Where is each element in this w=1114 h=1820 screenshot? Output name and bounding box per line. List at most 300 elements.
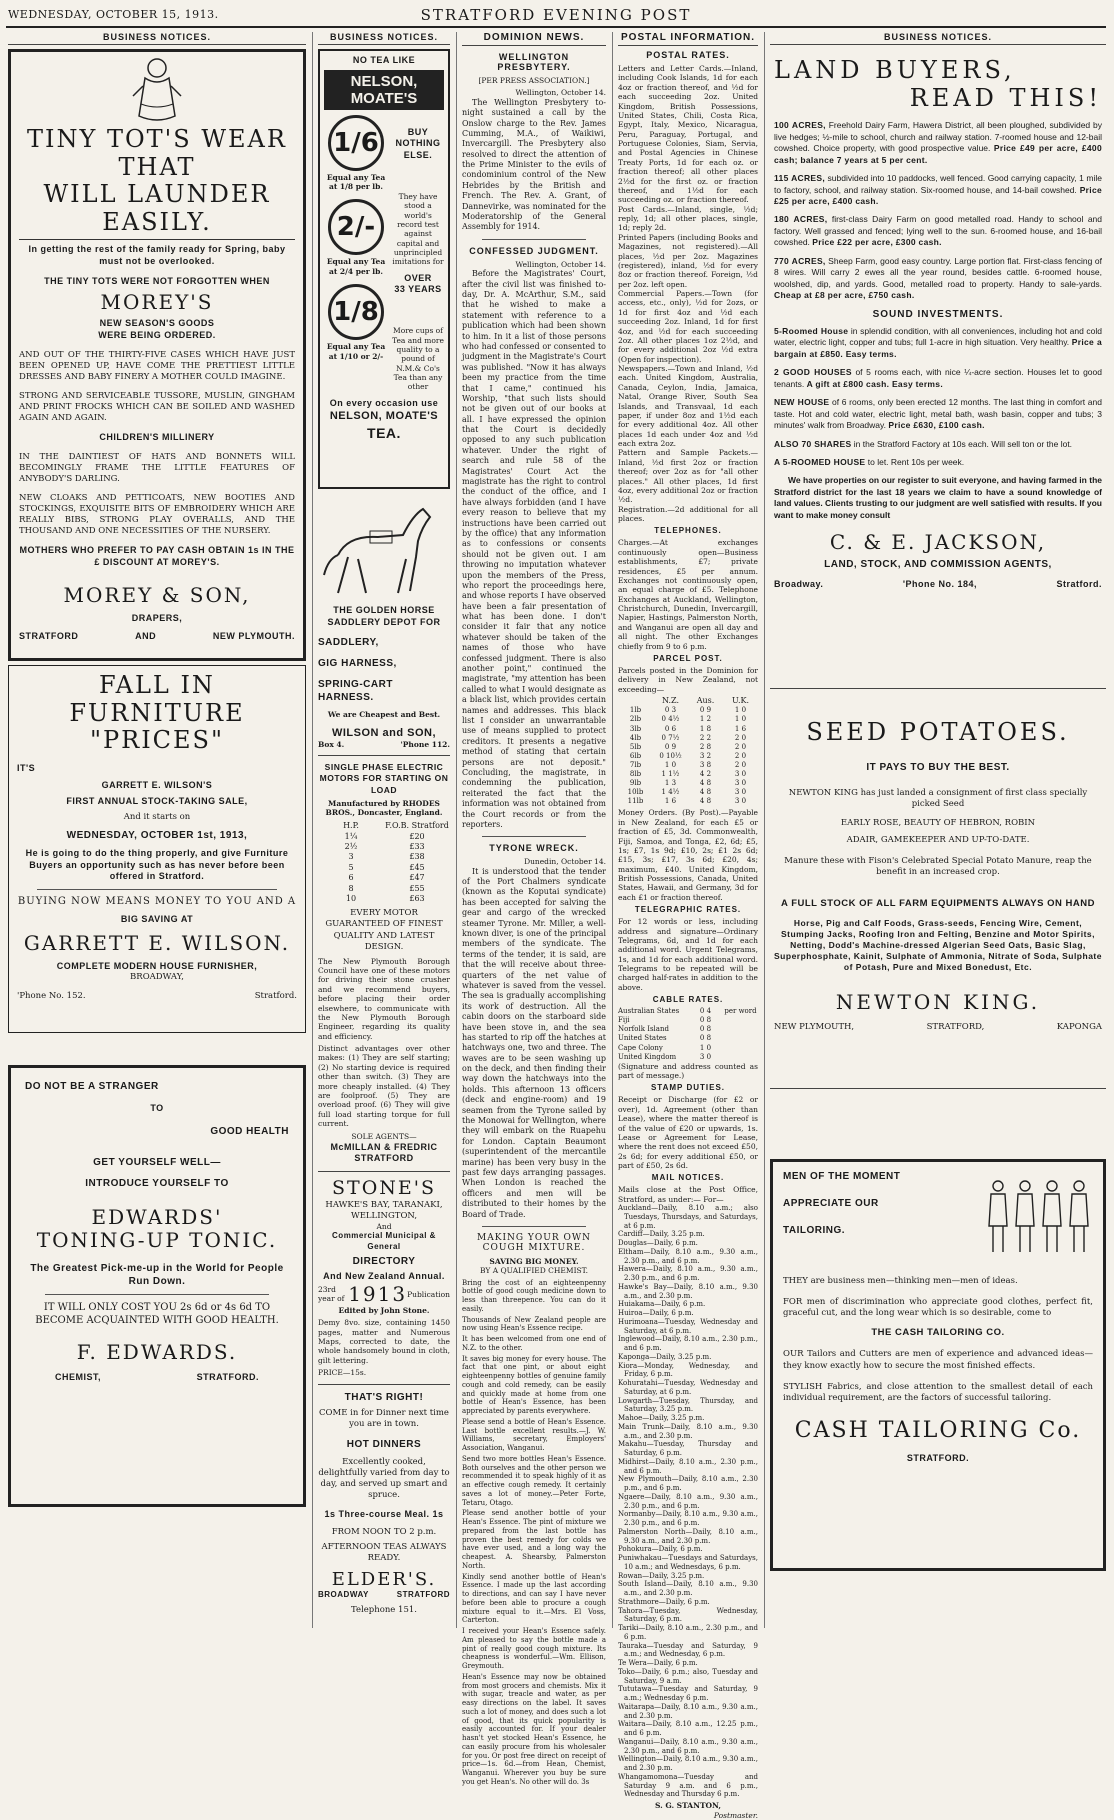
motors-price: £38 — [409, 852, 425, 862]
elders-phone: Telephone 151. — [351, 1604, 417, 1615]
mail-list — [618, 1204, 758, 1799]
parcel-col-header — [618, 696, 653, 706]
wilson-saving: BIG SAVING AT — [120, 913, 194, 924]
jackson-register: We have properties on our register to suit everyone, and having farmed in the Stratford district for the last 18 years we claim to have a sound knowledge of land values. Clients trusting to our judgment are well satisfied with results. If you want to make money consult — [774, 475, 1102, 520]
column-2 — [318, 32, 450, 1632]
cable-unit — [723, 1053, 758, 1062]
postal-heading: POSTAL INFORMATION. — [618, 32, 758, 46]
tea-price-1: 1/6 — [328, 115, 384, 171]
parcel-cell: 2 2 — [699, 733, 712, 742]
wilson-its: IT'S — [17, 762, 36, 773]
newtonking-town-3: KAPONGA — [1056, 1022, 1102, 1033]
telegraph-heading: TELEGRAPHIC RATES. — [634, 905, 742, 915]
jackson-listings — [774, 120, 1102, 302]
motors-town: STRATFORD — [354, 1153, 414, 1164]
mail-entry: Lowgarth—Tuesday, Thursday, and Saturday, 3.25 p.m. — [618, 1396, 758, 1414]
listing-price: Price £630, £100 cash. — [888, 420, 985, 431]
tea-brand: NELSON, MOATE'S — [324, 70, 444, 110]
parcel-cell: 1 1½ — [661, 770, 680, 779]
cough-body-7: Please send another bottle of your Hean's Essence. The pint of mixture we prepared from the last bottle has proven the best remedy for colds we have ever used, and a long way the cheapest. A. Shearsby, Palmerston North. — [462, 1509, 606, 1570]
cable-row — [618, 1044, 758, 1053]
saddlery-firm: WILSON and SON, — [331, 726, 437, 739]
elders-meal: 1s Three-course Meal. 1s — [324, 1508, 444, 1519]
tailoring-line-2: APPRECIATE OUR — [783, 1198, 879, 1209]
horse-illustration — [318, 495, 448, 605]
column-4 — [618, 32, 758, 1820]
parcel-cell: 8lb — [629, 770, 642, 779]
motors-price: £63 — [409, 894, 425, 904]
property-listing — [774, 367, 1102, 390]
motors-table — [318, 832, 450, 905]
mail-entry: Whangamomona—Tuesday and Saturday 9 a.m. and 6 p.m., Wednesday and Thursday 6 p.m. — [618, 1772, 758, 1799]
stones-title: STONE'S — [332, 1177, 436, 1200]
motors-price: £55 — [409, 883, 425, 893]
saddlery-title: THE GOLDEN HORSE SADDLERY DEPOT FOR — [327, 605, 441, 627]
cough-body-2: Thousands of New Zealand people are now using Hean's Essence recipe. — [462, 1315, 606, 1333]
cable-row — [618, 1007, 758, 1016]
elders-body: Excellently cooked, delightfully varied from day to day, and served up smart and spruce. — [318, 1456, 450, 1500]
edwards-name-2: TONING-UP TONIC. — [36, 1227, 278, 1252]
parcel-cell: 3 2 — [699, 751, 712, 760]
cough-sub: SAVING BIG MONEY. — [489, 1256, 579, 1266]
parcel-row — [618, 761, 758, 770]
morey-headline-1: TINY TOT'S WEAR THAT — [27, 125, 287, 181]
mail-intro: Mails close at the Post Office, Stratford, as under:— For— — [618, 1185, 758, 1204]
property-listing — [774, 214, 1102, 248]
mail-entry: Tahora—Tuesday, Wednesday, Saturday, 6 p.m. — [618, 1606, 758, 1624]
parcel-row — [618, 715, 758, 724]
mail-entry: Strathmore—Daily, 6 p.m. — [618, 1597, 710, 1606]
motors-advertisement — [318, 756, 450, 1172]
morey-towns — [19, 631, 295, 643]
mail-entry: New Plymouth—Daily, 8.10 a.m., 2.30 p.m., and 6 p.m. — [618, 1475, 758, 1493]
newtonking-items: Horse, Pig and Calf Foods, Grass-seeds, Fencing Wire, Cement, Stumping Jacks, Roofing Iron and Felting, Benzine and Motor Spirits, Netting, Dodd's Machine-dressed Algerian Seed Oats, Basic Slag, Superphosphate, Kainit, Sulphate of Ammonia, Nitrate of Soda, Sulphate of Potash, Pure and Mixed Bonedust, Etc. — [774, 918, 1102, 973]
tea-price-2: 2/- — [328, 199, 384, 255]
stones-price: PRICE—15s. — [318, 1368, 367, 1378]
parcel-cell: 1 3 — [664, 779, 677, 788]
motors-title: SINGLE PHASE ELECTRIC MOTORS FOR STARTING ON LOAD — [319, 762, 449, 795]
listing-lead: 2 GOOD HOUSES — [774, 367, 852, 378]
postal-newspapers: Newspapers.—Town and Inland, ½d each. United Kingdom, Australia, Canada, Ceylon, India, Jamaica, Natal, Orange River, South Sea Islands, and Transvaal, 1d each paper, if under 8oz and 1½d each for every additional 4oz. All other places 1d each under 4oz and ½d each extra 2oz. — [618, 364, 758, 448]
parcel-cell: 0 3 — [664, 706, 677, 715]
motors-price: £47 — [409, 873, 425, 883]
stones-directory: DIRECTORY — [352, 1256, 416, 1268]
cable-rate: 0 8 — [699, 1016, 712, 1025]
mail-entry: Kiora—Monday, Wednesday, and Friday, 6 p.m. — [618, 1361, 758, 1379]
edwards-advertisement — [8, 1065, 306, 1507]
postal-sub: POSTAL RATES. — [646, 50, 730, 60]
parcel-row — [618, 779, 758, 788]
wilson-firm: GARRETT E. WILSON. — [23, 930, 291, 955]
property-listing — [774, 256, 1102, 302]
wilson-contact — [17, 991, 297, 1002]
saddlery-advertisement — [318, 489, 450, 756]
jackson-street: Broadway. — [774, 579, 824, 590]
morey-advertisement — [8, 49, 306, 661]
edwards-cost: IT WILL ONLY COST YOU 2s 6d or 4s 6d TO BECOME ACQUAINTED WITH GOOD HEALTH. — [35, 1301, 279, 1326]
parcel-body: Parcels posted in the Dominion for delivery in New Zealand, not exceeding— — [618, 665, 758, 694]
tailoring-p1: THEY are business men—thinking men—men of ideas. — [783, 1276, 1018, 1286]
story-credit: [PER PRESS ASSOCIATION.] — [478, 76, 590, 85]
parcel-cell: 1 0 — [664, 760, 677, 769]
doll-illustration — [127, 56, 187, 126]
elders-teas: AFTERNOON TEAS ALWAYS READY. — [321, 1541, 447, 1563]
parcel-cell: 6lb — [629, 751, 642, 760]
parcel-cell: 1 6 — [664, 797, 677, 806]
cable-row — [618, 1034, 758, 1043]
listing-price: Cheap at £8 per acre, £750 cash. — [774, 290, 915, 301]
motors-row — [318, 842, 450, 852]
stones-publication: Publication — [407, 1289, 450, 1299]
parcel-cell: 4 8 — [699, 788, 712, 797]
parcel-cell: 0 10½ — [659, 751, 682, 760]
morey-line-1: THE TINY TOTS WERE NOT FORGOTTEN WHEN — [44, 275, 270, 286]
motors-hp: 2½ — [344, 842, 358, 852]
property-listing — [774, 120, 1102, 166]
elders-headline: THAT'S RIGHT! — [344, 1391, 424, 1403]
listing-lead: 5-Roomed House — [774, 325, 849, 336]
jackson-contact — [774, 579, 1102, 591]
edwards-town: STRATFORD. — [196, 1371, 259, 1382]
section-label: BUSINESS NOTICES. — [318, 32, 450, 45]
parcel-cell: 7lb — [629, 760, 642, 769]
column-3 — [462, 32, 606, 1786]
parcel-row — [618, 734, 758, 743]
story-title: CONFESSED JUDGMENT. — [469, 245, 599, 256]
cough-body-9: I received your Hean's Essence safely. Am pleased to say the bottle made a pint of really good cough mixture. Its cheapness is wonderful.—Wm. Ellison, Greymouth. — [462, 1627, 606, 1671]
cable-unit — [723, 1044, 758, 1053]
tea-price-3: 1/8 — [328, 284, 384, 340]
saddlery-box: Box 4. — [318, 740, 345, 750]
stones-annual: And New Zealand Annual. — [323, 1271, 445, 1282]
motors-row — [318, 894, 450, 904]
edwards-chemist: CHEMIST, — [55, 1371, 102, 1382]
postal-letters: Letters and Letter Cards.—Inland, including Cook Islands, 1d for each 4oz or fraction thereof, and ½d for each succeeding 2oz. United Kingdom, British Possessions, United States, Chili, Costa Rica, Egypt, Italy, Mexico, Nicaragua, Peru, Paraguay, Portugal, and Portuguese Colonies, Siam, Servia, and Postal Agencies in Chinese Treaty Ports, 1d for each oz. or fraction thereof; all other places 2½d for the first oz. or fraction thereof, and 1½d for each succeeding oz. or fraction thereof. — [618, 64, 758, 205]
morey-para-4: NEW CLOAKS AND PETTICOATS, NEW BOOTIES AND STOCKINGS, EXQUISITE BITS OF EMBROIDERY WHICH ARE REALLY BIBS, STRONG PLAY OVERALLS, AND THE THOUSAND AND ONE NECESSITIES OF THE NURSERY. — [19, 492, 295, 537]
motors-hp: 3 — [348, 852, 354, 862]
stamp-heading: STAMP DUTIES. — [650, 1083, 726, 1093]
morey-town-1: STRATFORD — [19, 631, 79, 642]
parcel-row — [618, 706, 758, 715]
parcel-cell: 4 8 — [699, 797, 712, 806]
telephones-body: Charges.—At exchanges continuously open—Business establishments, £7; private residences, £5 per annum. Exchanges not continuously open, an equal charge of £5. Telephone Exchanges at Auckland, Wellington, Christchurch, Dunedin, Invercargill, Napier, Hastings, Palmerston North, and Wanganui are open all day and all night. The other Exchanges chiefly from 9 to 6 p.m. — [618, 538, 758, 651]
parcel-row — [618, 770, 758, 779]
motors-row — [318, 832, 450, 842]
wilson-buying: BUYING NOW MEANS MONEY TO YOU AND A — [17, 895, 297, 907]
story-dateline: Wellington, October 14. — [515, 88, 606, 98]
motors-hp: 8 — [348, 883, 354, 893]
jackson-investments — [774, 326, 1102, 469]
listing-price: Price a bargain at £850. Easy terms. — [774, 337, 1103, 359]
property-listing — [774, 173, 1102, 207]
cable-unit — [723, 1034, 758, 1043]
parcel-table — [618, 696, 758, 806]
listing-text: in the Stratford Factory at 10s each. Will sell ton or the lot. — [851, 438, 1073, 449]
parcel-cell: 2 0 — [734, 742, 747, 751]
story-body: The Wellington Presbytery to-night sustained a call by the Onslow charge to the Rev. James Cumming, M.A., of Waikiwi, Invercargill. The Presbytery also resolved to direct the attention of the Prime Minister to the evils of condominium control of the New Hebrides by the British and French. The Rev. A. Grant, of Dannevirke, was nominated for the Moderatorship of the General Assembly for 1914. — [462, 97, 606, 232]
tea-cups: More cups of Tea and more quality to a pound of N.M.& Co's Tea than any other — [392, 326, 444, 392]
tailoring-firm: CASH TAILORING Co. — [794, 1417, 1082, 1443]
morey-town-2: NEW PLYMOUTH. — [212, 631, 295, 642]
morey-para-3: IN THE DAINTIEST OF HATS AND BONNETS WILL BECOMINGLY FRAME THE LITTLE FEATURES OF ANYBODY'S DARLING. — [19, 451, 295, 484]
saddlery-cheap: We are Cheapest and Best. — [327, 710, 441, 720]
parcel-col-header: N.Z. — [662, 696, 679, 705]
property-listing — [774, 457, 1102, 468]
parcel-col-header: U.K. — [731, 696, 750, 705]
parcel-cell: 3 8 — [699, 760, 712, 769]
mail-entry: Douglas—Daily, 6 p.m. — [618, 1239, 698, 1248]
listing-lead: 770 ACRES, — [774, 255, 826, 266]
cable-unit — [723, 1016, 758, 1025]
mail-entry: Pohokura—Daily, 6 p.m. — [618, 1545, 703, 1554]
elders-address — [318, 1590, 450, 1600]
tailoring-p4: STYLISH Fabrics, and close attention to the smallest detail of each individual requirement, are the factors of successful tailoring. — [783, 1381, 1093, 1403]
parcel-cell: 4 8 — [699, 779, 712, 788]
mail-entry: Makahu—Tuesday, Thursday and Saturday, 6 p.m. — [618, 1440, 758, 1458]
saddlery-contact — [318, 740, 450, 749]
wilson-street: BROADWAY, — [130, 972, 184, 983]
edwards-line-3: GOOD HEALTH — [210, 1125, 289, 1137]
wilson-date: WEDNESDAY, OCTOBER 1st, 1913, — [66, 829, 248, 841]
column-rule — [312, 32, 313, 1628]
saddlery-phone: 'Phone 112. — [400, 740, 450, 750]
newtonking-town-1: NEW PLYMOUTH, — [774, 1022, 855, 1033]
wilson-town: Stratford. — [254, 991, 297, 1002]
mail-entry: Inglewood—Daily, 8.10 a.m., 2.30 p.m., and 6 p.m. — [618, 1335, 758, 1353]
tea-advertisement — [318, 49, 450, 489]
motors-hp: 5 — [348, 862, 354, 872]
motors-header — [318, 821, 450, 831]
motors-maker: Manufactured by RHODES BROS., Doncaster, England. — [325, 798, 443, 817]
parcel-cell: 2 0 — [734, 733, 747, 742]
cable-row — [618, 1025, 758, 1034]
parcel-cell: 1 0 — [734, 715, 747, 724]
mail-entry: Huiakama—Daily, 6 p.m. — [618, 1300, 706, 1309]
elders-street: BROADWAY — [318, 1590, 369, 1600]
newtonking-headline: SEED POTATOES. — [806, 718, 1070, 746]
parcel-row — [618, 788, 758, 797]
mail-entry: Wellington—Daily, 8.10 a.m., 9.30 a.m., and 2.30 p.m. — [618, 1755, 758, 1773]
newtonking-advertisement — [770, 689, 1106, 1089]
cable-unit — [723, 1025, 758, 1034]
mail-entry: Puniwhakau—Tuesdays and Saturdays, 10 a.m.; and Wednesdays, 6 p.m. — [618, 1554, 758, 1571]
elders-come: COME in for Dinner next time you are in town. — [319, 1407, 449, 1429]
column-rule — [612, 32, 613, 1628]
mail-entry: South Island—Daily, 8.10 a.m., 9.30 a.m., and 2.30 p.m. — [618, 1580, 758, 1598]
section-label: BUSINESS NOTICES. — [8, 32, 306, 45]
listing-text: to let. Rent 10s per week. — [865, 456, 965, 467]
edwards-name-1: EDWARDS' — [91, 1204, 223, 1229]
newtonking-firm: NEWTON KING. — [835, 990, 1041, 1015]
cable-row — [618, 1053, 758, 1062]
saddlery-item-1: SADDLERY, — [318, 637, 379, 649]
cough-body-1: Bring the cost of an eighteenpenny bottle of good cough medicine down to less than threepence. You can do it easily. — [462, 1278, 606, 1313]
cough-by: BY A QUALIFIED CHEMIST. — [480, 1266, 588, 1276]
morey-intro: In getting the rest of the family ready for Spring, baby must not be overlooked. — [28, 244, 286, 267]
wilson-sale: FIRST ANNUAL STOCK-TAKING SALE, — [66, 796, 248, 807]
parcel-cell: 0 6 — [664, 724, 677, 733]
parcel-row — [618, 725, 758, 734]
listing-lead: 180 ACRES, — [774, 214, 828, 225]
wilson-phone: 'Phone No. 152. — [17, 991, 86, 1002]
morey-goods-1: NEW SEASON'S GOODS — [99, 318, 215, 329]
jackson-advertisement — [770, 49, 1106, 689]
newtonking-varieties-1: EARLY ROSE, BEAUTY OF HEBRON, ROBIN — [840, 817, 1036, 828]
morey-drapers: DRAPERS, — [131, 613, 183, 624]
tea-footer-2: TEA. — [367, 424, 401, 441]
postal-postcards: Post Cards.—Inland, single, ½d; reply, 1d; all other places, single, 1d; reply 2d. — [618, 204, 758, 233]
parcel-cell: 0 9 — [699, 706, 712, 715]
masthead — [6, 4, 1106, 28]
property-listing — [774, 397, 1102, 431]
parcel-cell: 1 0 — [734, 706, 747, 715]
morey-para-1: AND OUT OF THE THIRTY-FIVE CASES WHICH HAVE JUST BEEN OPENED UP, HAVE COME THE PRETTIEST LITTLE DRESSES AND BABY FINERY A MOTHER COULD IMAGINE. — [19, 349, 295, 382]
masthead-title: STRATFORD EVENING POST — [420, 6, 692, 24]
parcel-cell: 10lb — [627, 788, 644, 797]
dominion-news-heading: DOMINION NEWS. — [462, 32, 606, 46]
cough-body-3: It has been welcomed from one end of N.Z. to the other. — [462, 1335, 606, 1352]
morey-firm: MOREY & SON, — [63, 583, 251, 608]
listing-lead: ALSO 70 SHARES — [774, 438, 852, 449]
edwards-line-1: DO NOT BE A STRANGER — [25, 1081, 159, 1092]
postmaster-signature: S. G. STANTON, — [654, 1801, 722, 1811]
parcel-cell: 1 4½ — [661, 788, 680, 797]
parcel-cell: 0 4½ — [661, 715, 680, 724]
listing-text: in splendid condition, with all conveniences, including hot and cold water, electric light, copper and tubs; full 1-acre in high situation. Very healthy. — [774, 325, 1102, 348]
listing-lead: 115 ACRES, — [774, 173, 826, 184]
wilson-desc: COMPLETE MODERN HOUSE FURNISHER, — [56, 960, 258, 971]
mail-entry: Waitarapa—Daily, 8.10 a.m., 9.30 a.m., and 2.30 p.m. — [618, 1702, 758, 1720]
jackson-firm: C. & E. JACKSON, — [829, 530, 1047, 555]
motors-price: £45 — [409, 862, 425, 872]
listing-lead: A 5-ROOMED HOUSE — [774, 456, 866, 467]
cable-note: (Signature and address counted as part of message.) — [618, 1061, 758, 1081]
cable-destination: United States — [618, 1034, 667, 1043]
postal-registration: Registration.—2d additional for all places. — [618, 504, 758, 523]
listing-price: Price £25 per acre, £400 cash. — [774, 184, 1102, 206]
stones-year: 1913 — [348, 1281, 408, 1306]
jackson-town: Stratford. — [1056, 579, 1102, 590]
story-title: WELLINGTON PRESBYTERY. — [497, 52, 571, 72]
edwards-footer — [25, 1372, 289, 1384]
mail-entry: Kaponga—Daily, 3.25 p.m. — [618, 1352, 712, 1361]
cable-destination: Norfolk Island — [618, 1025, 669, 1034]
tailoring-line-1: MEN OF THE MOMENT — [783, 1171, 901, 1182]
column-rule — [764, 32, 765, 1628]
wilson-body: He is going to do the thing properly, and give Furniture Buyers an opportunity such as has never before been offered in Stratford. — [25, 847, 289, 882]
listing-text: first-class Dairy Farm on good metalled road. Handy to school and factory. Well grassed and fenced; lying well to the sun. 6-roomed house, and 16-bail cowshed. — [774, 214, 1103, 248]
morey-millinery: CHILDREN'S MILLINERY — [99, 432, 215, 443]
cable-rate: 3 0 — [699, 1052, 712, 1061]
wilson-headline-1: FALL IN FURNITURE — [69, 671, 245, 727]
motors-price: £20 — [409, 831, 425, 841]
cable-rate: 1 0 — [699, 1043, 712, 1052]
mail-entry: Auckland—Daily, 8.10 a.m.; also Tuesdays, Thursdays, and Saturdays, at 6 p.m. — [618, 1204, 758, 1230]
column-rule — [456, 32, 457, 1628]
morey-goods-2: WERE BEING ORDERED. — [98, 330, 216, 341]
parcel-cell: 3 0 — [734, 788, 747, 797]
parcel-cell: 1lb — [629, 706, 642, 715]
newtonking-towns — [774, 1022, 1102, 1033]
edwards-line-5: INTRODUCE YOURSELF TO — [85, 1177, 229, 1189]
newtonking-varieties-2: ADAIR, GAMEKEEPER AND UP-TO-DATE. — [846, 834, 1030, 845]
motors-price: £33 — [409, 842, 425, 852]
wilson-advertisement — [8, 665, 306, 1033]
parcel-cell: 11lb — [627, 797, 644, 806]
story-body: Before the Magistrates' Court, after the civil list was finished to-day, Dr. A. McArthur, S.M., said that he wished to make a statement with reference to a publication which had been shown to him. In it a list of those persons who had confessed or consented to judgment in the Magistrate's Court was published. "Now it has always been my practice from the time that I came," continued his Worship, "that such lists should not be given out of our books at all. I have expressed the opinion that the Court is decidedly opposed to any such publication whatever. Under the right of search and rule 58 of the Magistrates' Court Act the magistrate has the right to control the conduct of the office, and I have always forbidden (and I have every reason to believe that my instructions have been carried out by the office) that any information as to confessions or consents should not be given out. I am throwing no imputation whatever upon the members of the Press, who report the proceedings here, and whose reports I have observed have been a fair presentation of what has been done. I don't consider it fair that any notice whatever should be taken of the names of those who have confessed judgment. There is also another point," continued the magistrate, "my attention has been called to what I would designate as a black list, which provides certain names and addresses. This black list I consider an unwarrantable use of means supplied to protect creditors. It presents a negative method of stating that certain persons are not deposit." Concluding, the magistrate, in condemning the publication, reiterated the fact that the information was not obtained from the Court records or from the reporters. — [462, 269, 606, 829]
wilson-headline-2: "PRICES" — [89, 726, 225, 755]
tailoring-p3: OUR Tailors and Cutters are men of experience and advanced ideas—they know exactly how to secure the most finished effects. — [783, 1349, 1093, 1371]
morey-para-2: STRONG AND SERVICEABLE TUSSORE, MUSLIN, GINGHAM AND PRINT FROCKS WHICH CAN BE SOILED AND WASHED AGAIN AND AGAIN. — [19, 390, 295, 424]
parcel-cell: 1 8 — [699, 724, 712, 733]
gentlemen-illustration — [983, 1176, 1093, 1256]
tailoring-figures — [983, 1176, 1093, 1256]
stones-sub: HAWKE'S BAY, TARANAKI, WELLINGTON, — [325, 1199, 443, 1222]
mail-entry: Tariki—Daily, 8.10 a.m., 2.30 p.m., and 6 p.m. — [618, 1624, 758, 1641]
cable-destination: United Kingdom — [618, 1052, 677, 1061]
mail-entry: Toko—Daily, 6 p.m.; also, Tuesday and Saturday, 9 a.m. — [618, 1667, 758, 1685]
parcel-heading: PARCEL POST. — [653, 653, 723, 663]
cable-row — [618, 1016, 758, 1025]
cable-destination: Cape Colony — [618, 1043, 663, 1052]
cable-destination: Australian States — [618, 1007, 680, 1016]
parcel-cell: 2lb — [629, 715, 642, 724]
telephones-heading: TELEPHONES. — [654, 526, 722, 536]
property-listing — [774, 439, 1102, 450]
listing-text: Sheep Farm, good easy country. Large portion flat. First-class fencing of 8 wires. Will carry 2 ewes all the year round, besides cattle. 6-roomed house, woolshed, dip, and yards. Good, metalled road to property. Handy to sale-yards. — [774, 255, 1102, 289]
tea-buy: BUY NOTHING ELSE. — [395, 126, 441, 161]
wilson-name: GARRETT E. WILSON'S — [101, 780, 213, 791]
edwards-tag: The Greatest Pick-me-up in the World for People Run Down. — [30, 1262, 284, 1287]
jackson-desc: LAND, STOCK, AND COMMISSION AGENTS, — [824, 559, 1052, 571]
parcel-cell: 1 6 — [734, 724, 747, 733]
motors-body: The New Plymouth Borough Council have one of these motors for driving their stone crusher and we recommend buyers, before placing their order elsewhere, to communicate with the New Plymouth Borough Engineer, regarding its quality and efficiency. — [318, 956, 450, 1041]
motors-guarantee: EVERY MOTOR GUARANTEED OF FINEST QUALITY AND LATEST DESIGN. — [325, 908, 443, 952]
mail-heading: MAIL NOTICES. — [651, 1173, 725, 1183]
tea-footer-1: NELSON, MOATE'S — [329, 410, 439, 423]
mail-entry: Kohuratahi—Tuesday, Wednesday and Saturday, at 6 p.m. — [618, 1379, 758, 1396]
newtonking-body: NEWTON KING has just landed a consignment of first class specially picked Seed — [788, 787, 1088, 809]
parcel-header — [618, 696, 758, 706]
tea-equal-2: Equal any Tea at 2/4 per lb. — [326, 257, 386, 276]
parcel-cell: 2 0 — [734, 751, 747, 760]
parcel-cell: 3 0 — [734, 797, 747, 806]
mail-entry: Ngaere—Daily, 8.10 a.m., 9.30 a.m., 2.30 p.m., and 6 p.m. — [618, 1492, 758, 1510]
mail-entry: Rowan—Daily, 3.25 p.m. — [618, 1571, 705, 1580]
jackson-phone: 'Phone No. 184, — [902, 579, 977, 590]
mail-entry: Eltham—Daily, 8.10 a.m., 9.30 a.m., 2.30 p.m., and 6 p.m. — [618, 1247, 758, 1265]
motors-row — [318, 863, 450, 873]
story-title: TYRONE WRECK. — [489, 843, 579, 854]
mail-entry: Waitara—Daily, 8.10 a.m., 12.25 p.m., and 6 p.m. — [618, 1720, 758, 1738]
mail-entry: Hurimoana—Tuesday, Wednesday and Saturday, at 6 p.m. — [618, 1317, 758, 1335]
tea-equal-3: Equal any Tea at 1/10 or 2/- — [326, 342, 386, 361]
tea-years: 33 YEARS — [394, 284, 442, 295]
money-orders: Money Orders. (By Post).—Payable in New Zealand, for each £5 or fraction of £5, 3d. Commonwealth, Fiji, Samoa, and Tonga, £2, 6d; £5, 1s; £7, 1s 9d; £10, 2s; £1 2s 6d; £15, 3s; £17, 3s 6d; £20, 4s; maximum, £40. United Kingdom, British Possessions, Canada, United States, Hawaii, and Germany, 3d for each £1 or fraction thereof. — [618, 808, 758, 902]
postal-patterns: Pattern and Sample Packets.—Inland, ½d first 2oz or fraction thereof; over 2oz as for "all other places." All other places, 1d first 4oz, every additional 2oz or fraction ½d. — [618, 448, 758, 505]
parcel-cell: 2 8 — [699, 742, 712, 751]
listing-lead: NEW HOUSE — [774, 397, 830, 408]
parcel-cell: 3 0 — [734, 770, 747, 779]
saddlery-item-2: GIG HARNESS, — [318, 658, 397, 670]
newtonking-manure: Manure these with Fison's Celebrated Special Potato Manure, reap the benefit in an increased crop. — [784, 855, 1092, 877]
jackson-sound: SOUND INVESTMENTS. — [872, 308, 1004, 320]
listing-text: of 5 rooms each, with nice ¼-acre section. Houses let to good tenants. — [774, 367, 1102, 389]
parcel-cell: 9lb — [629, 779, 642, 788]
parcel-col-header: Aus. — [696, 696, 715, 705]
mail-entry: Tututawa—Tuesday and Saturday, 9 a.m.; Wednesday 6 p.m. — [618, 1685, 758, 1703]
mail-entry: Hawera—Daily, 8.10 a.m., 9.30 a.m., 2.30 p.m., and 6 p.m. — [618, 1265, 758, 1283]
